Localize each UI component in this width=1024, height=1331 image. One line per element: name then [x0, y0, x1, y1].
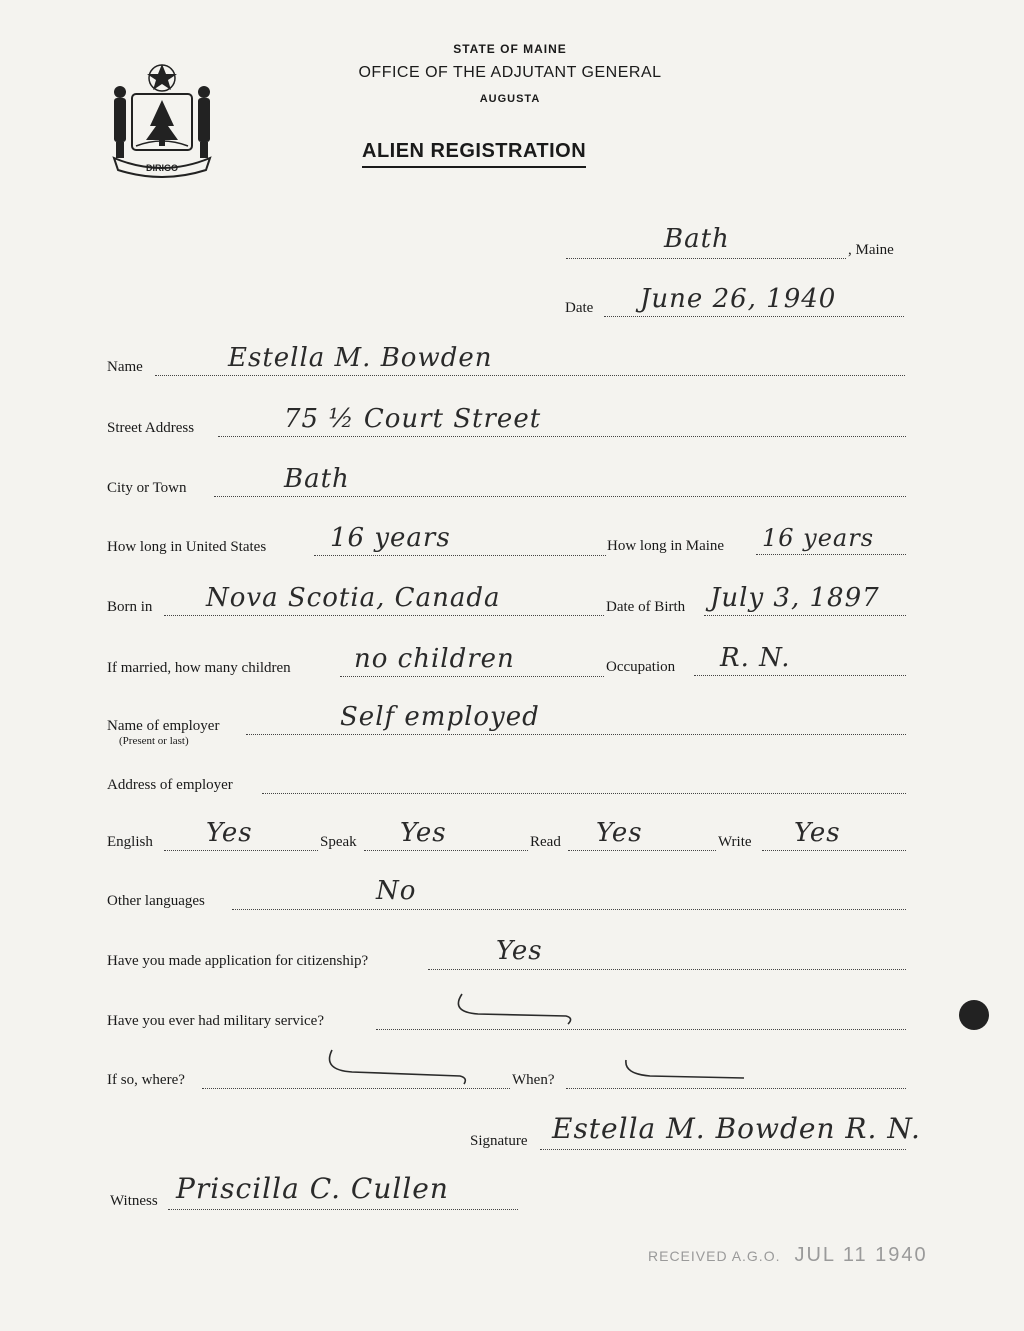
received-stamp-text: RECEIVED A.G.O. [648, 1248, 781, 1264]
witness-label: Witness [110, 1193, 158, 1209]
city-value: Bath [284, 464, 350, 494]
military-blank-mark [448, 990, 578, 1030]
header-office: OFFICE OF THE ADJUTANT GENERAL [358, 64, 662, 81]
when-label: When? [512, 1072, 555, 1088]
employer-address-label: Address of employer [107, 777, 233, 793]
maine-label: How long in Maine [607, 538, 725, 554]
born-value: Nova Scotia, Canada [206, 583, 501, 613]
header-city: AUGUSTA [479, 93, 541, 105]
employer-sub-label: (Present or last) [119, 735, 189, 747]
other-languages-label: Other languages [107, 893, 205, 909]
punch-hole [959, 1000, 989, 1030]
children-label: If married, how many children [107, 660, 291, 676]
form-title: ALIEN REGISTRATION [362, 140, 586, 168]
name-value: Estella M. Bowden [228, 343, 493, 373]
street-label: Street Address [107, 420, 195, 436]
header-state: STATE OF MAINE [453, 42, 567, 56]
maine-state-seal-icon [106, 60, 218, 178]
employer-label: Name of employer [107, 718, 220, 734]
witness-value: Priscilla C. Cullen [176, 1172, 449, 1205]
place-value: Bath [664, 224, 730, 254]
us-label: How long in United States [107, 539, 267, 555]
write-label: Write [718, 834, 752, 850]
read-value: Yes [596, 818, 643, 848]
military-label: Have you ever had military service? [107, 1013, 324, 1029]
seal-motto: DIRIGO [145, 163, 179, 173]
dob-label: Date of Birth [606, 599, 686, 615]
place-suffix: , Maine [848, 242, 894, 258]
date-label: Date [565, 300, 594, 316]
date-value: June 26, 1940 [640, 284, 837, 314]
read-label: Read [530, 834, 561, 850]
city-label: City or Town [107, 480, 187, 496]
employer-value: Self employed [340, 702, 540, 732]
other-languages-value: No [376, 876, 417, 906]
citizenship-label: Have you made application for citizenship? [107, 953, 369, 969]
speak-label: Speak [320, 834, 357, 850]
us-value: 16 years [330, 523, 451, 553]
maine-value: 16 years [762, 524, 875, 552]
received-stamp-date: JUL 11 1940 [794, 1244, 928, 1266]
when-blank-mark [620, 1056, 750, 1086]
signature-label: Signature [470, 1133, 528, 1149]
write-value: Yes [794, 818, 841, 848]
children-value: no children [354, 644, 515, 674]
citizenship-value: Yes [496, 936, 543, 966]
english-value: Yes [206, 818, 253, 848]
where-label: If so, where? [107, 1072, 185, 1088]
occupation-label: Occupation [606, 659, 676, 675]
dob-value: July 3, 1897 [710, 583, 880, 613]
english-label: English [107, 834, 153, 850]
received-stamp [648, 1244, 928, 1267]
street-value: 75 ½ Court Street [284, 404, 542, 434]
born-label: Born in [107, 599, 153, 615]
where-blank-mark [322, 1046, 472, 1088]
name-label: Name [107, 359, 143, 375]
signature-value: Estella M. Bowden R. N. [552, 1112, 921, 1145]
occupation-value: R. N. [720, 643, 791, 673]
speak-value: Yes [400, 818, 447, 848]
